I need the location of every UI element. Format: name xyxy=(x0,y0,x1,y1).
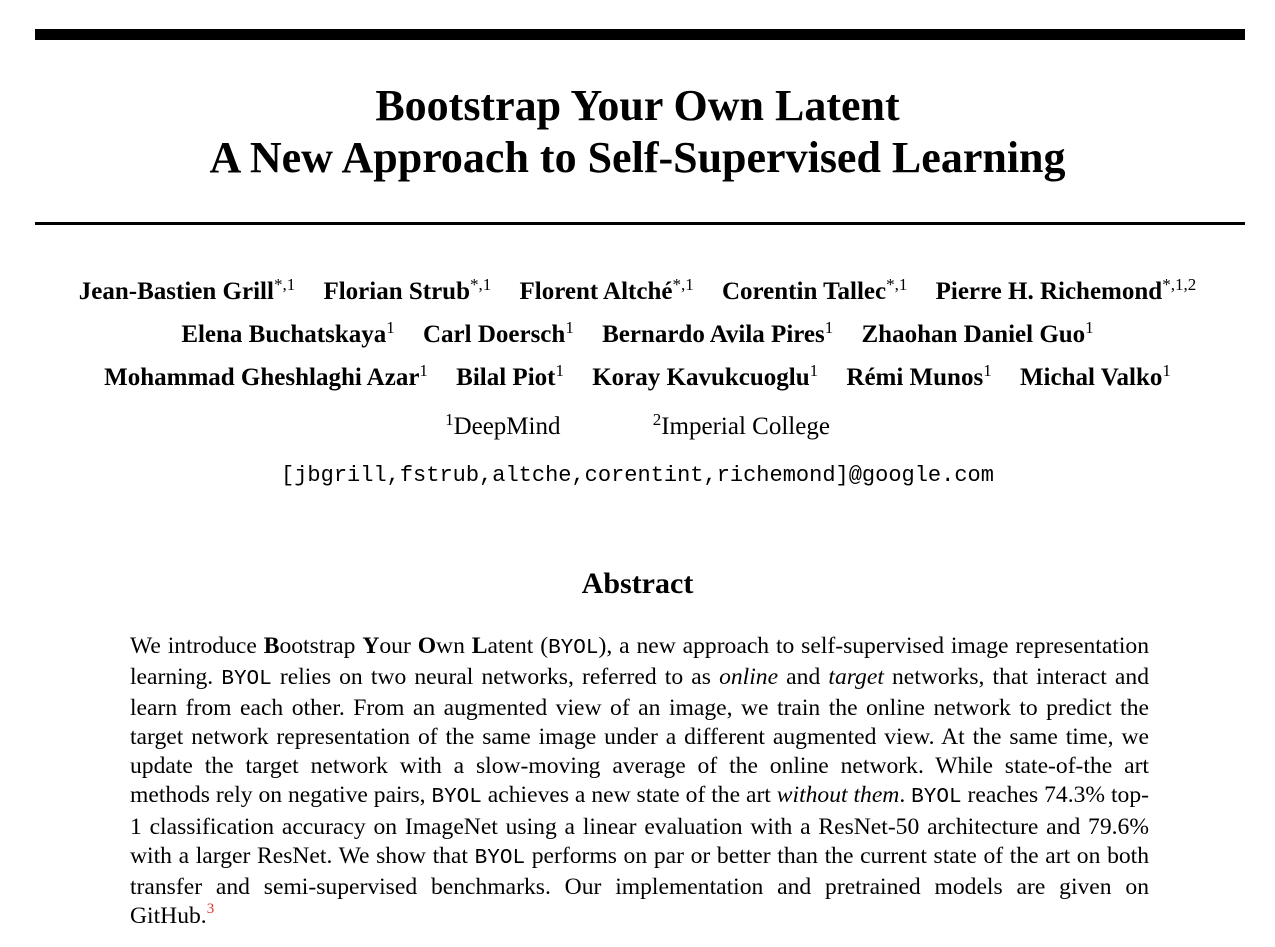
author-marks: 1 xyxy=(419,361,428,380)
author-name: Michal Valko xyxy=(1019,364,1163,391)
abstract-text: achieves a new state of the art xyxy=(481,782,777,809)
author-marks: 1 xyxy=(565,318,574,337)
author xyxy=(861,318,1094,348)
author xyxy=(592,361,819,391)
author-marks: *,1 xyxy=(273,275,296,294)
author-name: Florian Strub xyxy=(323,278,470,305)
author-marks: *,1 xyxy=(469,275,492,294)
author xyxy=(721,275,908,305)
byol-name: BYOL xyxy=(221,668,272,692)
footnote-link[interactable]: 3 xyxy=(206,900,215,917)
affiliation-name: DeepMind xyxy=(453,413,561,440)
affiliations xyxy=(0,412,1275,442)
abstract-heading: Abstract xyxy=(581,567,694,600)
author-name: Rémi Munos xyxy=(846,364,984,391)
paper-title-line-2: A New Approach to Self-Supervised Learning xyxy=(209,133,1066,182)
author xyxy=(519,275,694,305)
author-row-1 xyxy=(0,277,1275,307)
author xyxy=(1019,361,1171,391)
author-name: Bernardo Avila Pires xyxy=(602,321,825,348)
affiliation-imperial xyxy=(653,412,830,442)
abstract-text: our xyxy=(379,633,418,659)
paper-title-line-1: Bootstrap Your Own Latent xyxy=(375,81,900,130)
author-name: Carl Doersch xyxy=(422,321,566,348)
abstract-text: atent ( xyxy=(487,633,549,659)
affiliation-mark: 2 xyxy=(652,410,662,429)
author-name: Pierre H. Richemond xyxy=(935,278,1163,305)
top-rule xyxy=(35,29,1245,40)
byol-name: BYOL xyxy=(474,846,526,870)
abstract-text: and xyxy=(778,664,829,691)
emphasis-target: target xyxy=(828,664,884,691)
author-marks: 1 xyxy=(1085,318,1094,337)
acronym-letter: Y xyxy=(362,633,380,659)
author-name: Mohammad Gheshlaghi Azar xyxy=(104,364,420,391)
author-marks: 1 xyxy=(983,361,992,380)
author xyxy=(422,318,574,348)
author-emails: [jbgrill,fstrub,altche,corentint,richemond]@google.com xyxy=(281,463,994,488)
author-name: Zhaohan Daniel Guo xyxy=(861,321,1086,348)
author-name: Corentin Tallec xyxy=(721,278,887,305)
abstract-body xyxy=(130,632,1149,931)
author-row-3 xyxy=(0,363,1275,393)
byol-name: BYOL xyxy=(431,786,482,810)
author-marks: 1 xyxy=(824,318,834,337)
abstract-text: ), a new approach to self-supervised image representation learning. xyxy=(130,633,1149,691)
author-name: Jean-Bastien Grill xyxy=(78,278,274,305)
affiliation-deepmind xyxy=(445,412,560,442)
author xyxy=(846,361,992,391)
author-marks: 1 xyxy=(809,361,819,380)
author-marks: *,1 xyxy=(672,275,694,294)
author-marks: 1 xyxy=(555,361,564,380)
acronym-letter: B xyxy=(263,633,280,659)
author-marks: 1 xyxy=(386,318,395,337)
author-name: Koray Kavukcuoglu xyxy=(592,364,810,391)
acronym-letter: L xyxy=(471,633,488,659)
abstract-text: ootstrap xyxy=(279,633,363,659)
byol-name: BYOL xyxy=(548,637,599,660)
author-marks: *,1 xyxy=(886,275,908,294)
abstract-text: wn xyxy=(436,633,472,659)
author-name: Florent Altché xyxy=(519,278,673,305)
byol-name: BYOL xyxy=(911,786,962,810)
affiliation-mark: 1 xyxy=(445,410,454,429)
author-marks: *,1,2 xyxy=(1162,275,1197,294)
acronym-letter: O xyxy=(417,633,437,659)
author-row-2 xyxy=(0,320,1275,350)
author xyxy=(181,318,395,348)
emphasis-online: online xyxy=(719,664,779,691)
abstract-text: We introduce xyxy=(130,633,264,659)
title-rule xyxy=(35,222,1245,225)
author-name: Elena Buchatskaya xyxy=(181,321,387,348)
abstract-text: performs on par or better than the current state of the art on both transfer and semi-supervised benchmarks. Our implementation and pretrained models are given on GitHub. xyxy=(130,842,1150,929)
affiliation-name: Imperial College xyxy=(661,413,830,440)
author xyxy=(935,275,1197,305)
author xyxy=(602,318,834,348)
author xyxy=(456,361,564,391)
abstract-text: relies on two neural networks, referred to as xyxy=(271,664,720,691)
abstract-text: reaches 74.3% top-1 classification accuracy on ImageNet using a linear evaluation with a ResNet-50 architecture and 79.6% with a larger ResNet. We show that xyxy=(130,782,1149,869)
emphasis-without-them: without them xyxy=(776,782,900,809)
abstract-text: networks, that interact and learn from each other. From an augmented view of an image, we train the online network to predict the target network representation of the same image under a different augmented view. At the same time, we update the target network with a slow-moving average of the online network. While state-of-the art methods rely on negative pairs, xyxy=(130,664,1149,809)
author xyxy=(104,361,428,391)
author-name: Bilal Piot xyxy=(456,364,556,391)
abstract-text: . xyxy=(899,782,912,809)
author-marks: 1 xyxy=(1162,361,1171,380)
author xyxy=(323,275,492,305)
author xyxy=(78,275,296,305)
